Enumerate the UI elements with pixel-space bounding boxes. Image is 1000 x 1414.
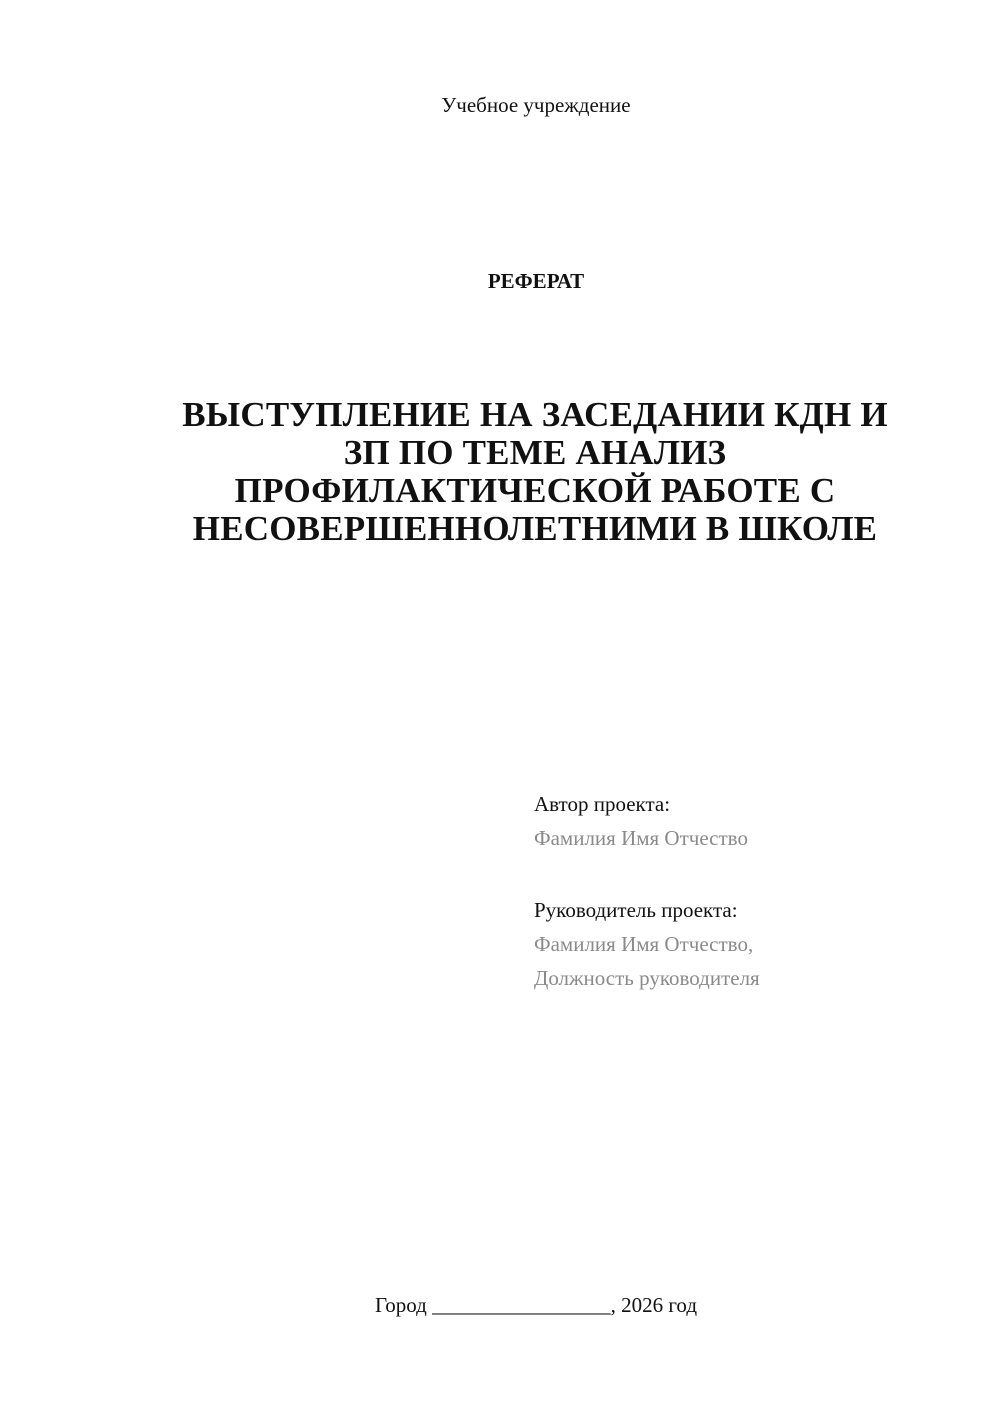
city-label: Город	[374, 1293, 427, 1317]
title-line: ЗП ПО ТЕМЕ АНАЛИЗ	[343, 433, 727, 472]
author-label: Автор проекта:	[534, 792, 671, 816]
supervisor-position: Должность руководителя	[534, 966, 760, 990]
year-text: , 2026 год	[610, 1293, 698, 1317]
city-year-line	[0, 1290, 1000, 1320]
city-blank: _________________	[432, 1293, 611, 1317]
title-line: НЕСОВЕРШЕННОЛЕТНИМИ В ШКОЛЕ	[192, 509, 878, 548]
project-info-block	[534, 787, 974, 995]
supervisor-label: Руководитель проекта:	[534, 898, 738, 922]
institution-name: Учебное учреждение	[441, 93, 631, 117]
document-title	[140, 396, 930, 548]
spacer	[534, 855, 974, 893]
author-name: Фамилия Имя Отчество	[534, 826, 748, 850]
title-line: ВЫСТУПЛЕНИЕ НА ЗАСЕДАНИИ КДН И	[182, 395, 888, 434]
title-line: ПРОФИЛАКТИЧЕСКОЙ РАБОТЕ С	[234, 471, 836, 510]
supervisor-name: Фамилия Имя Отчество,	[534, 932, 754, 956]
document-type: РЕФЕРАТ	[487, 269, 585, 293]
